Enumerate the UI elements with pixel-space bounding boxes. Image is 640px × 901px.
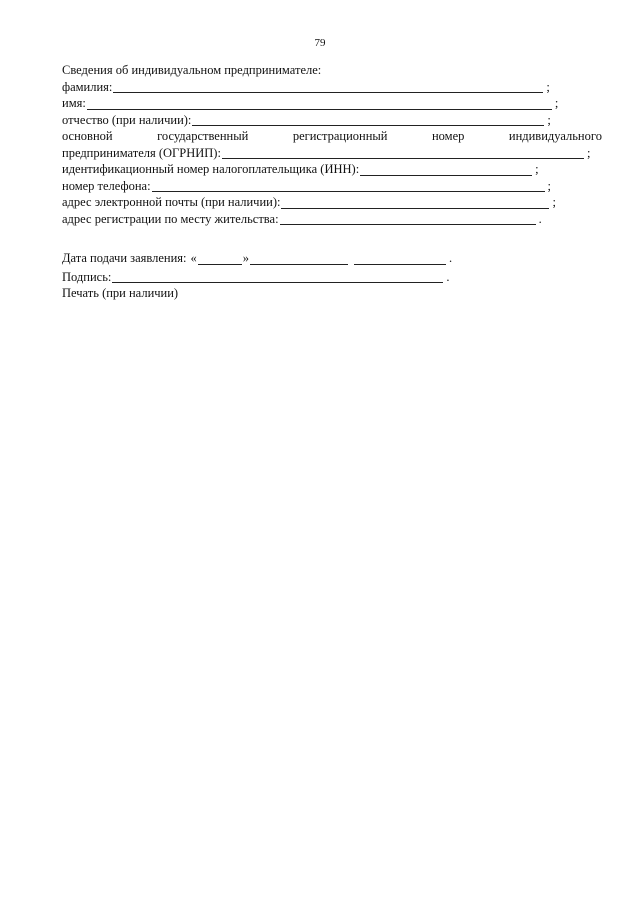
surname-label: фамилия: (62, 79, 113, 94)
patronymic-blank[interactable] (192, 113, 544, 126)
phone-row (62, 178, 602, 195)
quote-open: « (190, 251, 197, 265)
ogrnip-word: индивидуального (508, 129, 602, 143)
terminator: . (446, 269, 450, 284)
quote-close: » (242, 251, 249, 265)
surname-row (62, 79, 602, 96)
date-year-blank[interactable] (354, 252, 446, 265)
ogrnip-blank[interactable] (222, 146, 584, 159)
address-row (62, 211, 602, 228)
email-row (62, 194, 602, 211)
address-label: адрес регистрации по месту жительства: (62, 211, 279, 226)
email-blank[interactable] (281, 196, 549, 209)
inn-blank[interactable] (360, 163, 532, 176)
ogrnip-word: номер (431, 129, 465, 143)
entrepreneur-info-section (62, 62, 602, 302)
ogrnip-row-line2 (62, 145, 602, 162)
terminator: . (538, 211, 542, 226)
inn-row (62, 161, 602, 178)
terminator: ; (535, 162, 539, 176)
terminator: ; (547, 178, 552, 193)
stamp-row (62, 285, 602, 302)
email-label: адрес электронной почты (при наличии): (62, 195, 281, 209)
terminator: ; (586, 145, 591, 160)
ogrnip-word: государственный (157, 129, 249, 143)
page-number: 79 (314, 37, 326, 49)
patronymic-row (62, 112, 602, 129)
terminator: ; (547, 112, 551, 127)
name-blank[interactable] (87, 97, 552, 110)
date-label: Дата подачи заявления: (62, 251, 187, 265)
stamp-label: Печать (при наличии) (62, 286, 179, 300)
date-day-blank[interactable] (198, 252, 242, 265)
terminator: ; (546, 79, 550, 94)
signature-label: Подпись: (62, 269, 112, 284)
terminator: . (449, 251, 453, 265)
terminator: ; (554, 96, 559, 110)
signature-blank[interactable] (112, 270, 443, 283)
ogrnip-label: предпринимателя (ОГРНИП): (62, 145, 221, 160)
name-label: имя: (62, 96, 86, 110)
date-row (62, 250, 602, 267)
phone-label: номер телефона: (62, 178, 151, 193)
address-blank[interactable] (280, 212, 536, 225)
section-heading (62, 62, 602, 79)
ogrnip-word: основной (62, 129, 113, 143)
ogrnip-word: регистрационный (292, 129, 388, 143)
ogrnip-row-line1 (62, 128, 602, 145)
terminator: ; (552, 195, 556, 209)
heading-text: Сведения об индивидуальном предпринимателе: (62, 63, 322, 77)
signature-row (62, 269, 602, 286)
surname-blank[interactable] (113, 80, 543, 93)
phone-blank[interactable] (152, 179, 545, 192)
date-month-blank[interactable] (250, 252, 348, 265)
name-row (62, 95, 602, 112)
inn-label: идентификационный номер налогоплательщика (ИНН): (62, 162, 360, 176)
patronymic-label: отчество (при наличии): (62, 112, 192, 127)
